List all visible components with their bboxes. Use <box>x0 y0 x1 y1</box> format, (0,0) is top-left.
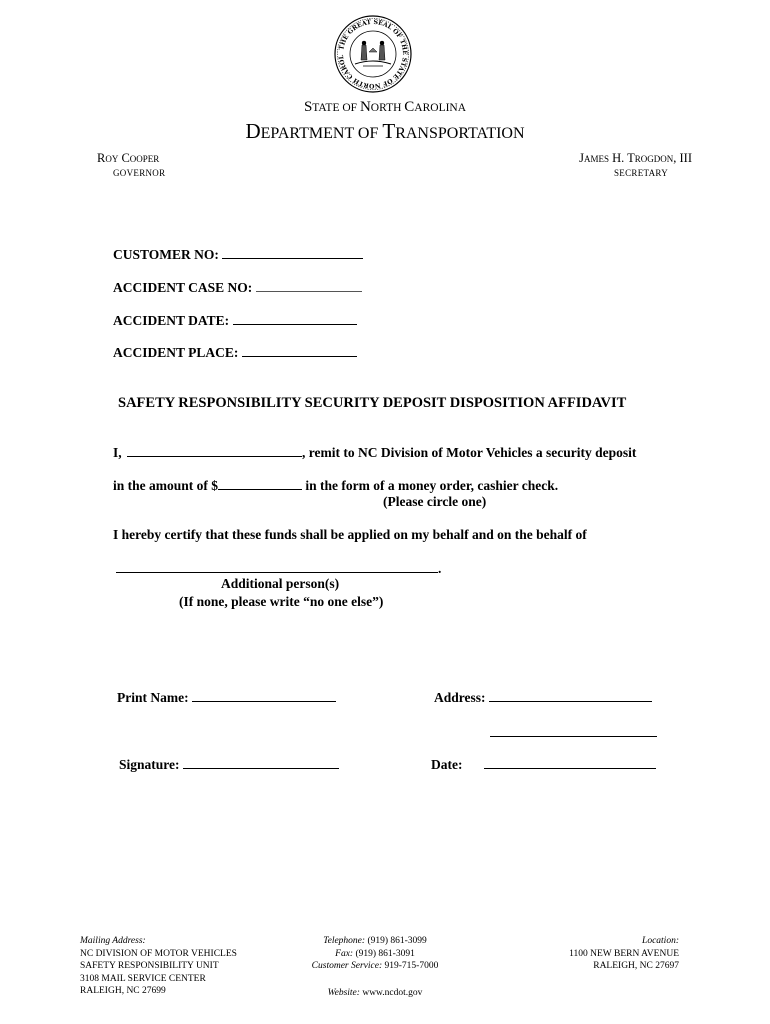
mailing-line: NC DIVISION OF MOTOR VEHICLES <box>80 948 237 959</box>
location-line: 1100 NEW BERN AVENUE <box>569 948 679 959</box>
amount-line <box>113 478 558 494</box>
accident-place-label: ACCIDENT PLACE: <box>113 345 239 360</box>
no-one-else-note: (If none, please write “no one else”) <box>179 594 384 609</box>
fax-value: (919) 861-3091 <box>355 948 415 959</box>
secretary-name: James H. Trogdon, III <box>579 151 692 165</box>
website-label: Website: <box>327 987 360 998</box>
mailing-line: SAFETY RESPONSIBILITY UNIT <box>80 961 219 971</box>
print-name-line[interactable] <box>192 690 336 702</box>
telephone-value: (919) 861-3099 <box>367 936 427 946</box>
remit-text: , remit to NC Division of Motor Vehicles a security deposit <box>302 445 637 460</box>
affiant-name-line[interactable] <box>127 445 302 457</box>
accident-date-label: ACCIDENT DATE: <box>113 313 230 328</box>
customer-no-field[interactable] <box>113 247 363 263</box>
mailing-address-label: Mailing Address: <box>80 936 146 946</box>
secretary-title: SECRETARY <box>614 168 668 178</box>
governor-name: Roy Cooper <box>97 151 160 165</box>
certify-text: I hereby certify that these funds shall be applied on my behalf and on the behalf of <box>113 527 587 542</box>
mailing-line: 3108 MAIL SERVICE CENTER <box>80 973 206 984</box>
amount-label: in the amount of $ <box>113 478 219 493</box>
signature-label: Signature: <box>119 757 180 772</box>
customer-no-line[interactable] <box>222 247 363 259</box>
website-link[interactable]: www.ncdot.gov <box>362 987 423 998</box>
customer-service-value: 919-715-7000 <box>384 961 439 971</box>
accident-case-no-label: ACCIDENT CASE NO: <box>113 280 253 295</box>
address-label: Address: <box>434 690 486 705</box>
fax-label: Fax: <box>335 948 354 959</box>
telephone-row <box>300 935 450 948</box>
mailing-line: RALEIGH, NC 27699 <box>80 986 166 996</box>
location-line: RALEIGH, NC 27697 <box>593 961 679 971</box>
customer-service-row <box>300 960 450 973</box>
address-line-2[interactable] <box>490 724 657 737</box>
state-heading: STATE OF NORTH CAROLINA <box>303 99 467 115</box>
customer-service-label: Customer Service: <box>311 961 383 971</box>
governor-title: GOVERNOR <box>113 168 166 178</box>
svg-text:THE GREAT SEAL OF THE STATE OF: THE GREAT SEAL OF THE STATE OF NORTH CAROL <box>337 18 409 90</box>
location-label: Location: <box>642 936 679 946</box>
remit-line <box>113 445 636 461</box>
accident-place-field[interactable] <box>113 345 357 361</box>
accident-date-line[interactable] <box>233 313 357 325</box>
accident-case-no-field[interactable] <box>113 280 362 296</box>
mailing-address-block <box>80 935 237 998</box>
circle-note: (Please circle one) <box>383 494 487 509</box>
accident-place-line[interactable] <box>242 345 357 357</box>
address-line-1[interactable] <box>489 690 652 702</box>
accident-case-no-line[interactable] <box>256 280 362 292</box>
i-label: I, <box>113 445 122 460</box>
date-field[interactable] <box>431 757 656 773</box>
telephone-label: Telephone: <box>323 936 366 946</box>
website-row <box>300 987 450 1000</box>
location-block <box>569 935 679 973</box>
period: . <box>438 561 442 576</box>
signature-field[interactable] <box>119 757 339 773</box>
accident-date-field[interactable] <box>113 313 357 329</box>
signature-line[interactable] <box>183 757 339 769</box>
address-field[interactable] <box>434 690 652 706</box>
secretary-block <box>579 151 692 181</box>
customer-no-label: CUSTOMER NO: <box>113 247 219 262</box>
date-line[interactable] <box>484 757 656 769</box>
fax-row <box>300 948 450 961</box>
additional-persons-line[interactable] <box>116 561 438 573</box>
form-title: SAFETY RESPONSIBILITY SECURITY DEPOSIT DISPOSITION AFFIDAVIT <box>118 395 627 411</box>
state-seal-logo <box>333 14 413 94</box>
amount-input-line[interactable] <box>218 478 302 490</box>
date-label: Date: <box>431 757 463 772</box>
contact-block <box>300 935 450 999</box>
payment-form-text: in the form of a money order, cashier check. <box>305 478 559 493</box>
print-name-label: Print Name: <box>117 690 189 705</box>
additional-persons-line-row <box>116 561 441 577</box>
print-name-field[interactable] <box>117 690 336 706</box>
department-heading: DEPARTMENT OF TRANSPORTATION <box>245 119 525 143</box>
governor-block <box>97 151 165 181</box>
additional-persons-label: Additional person(s) <box>221 576 340 591</box>
